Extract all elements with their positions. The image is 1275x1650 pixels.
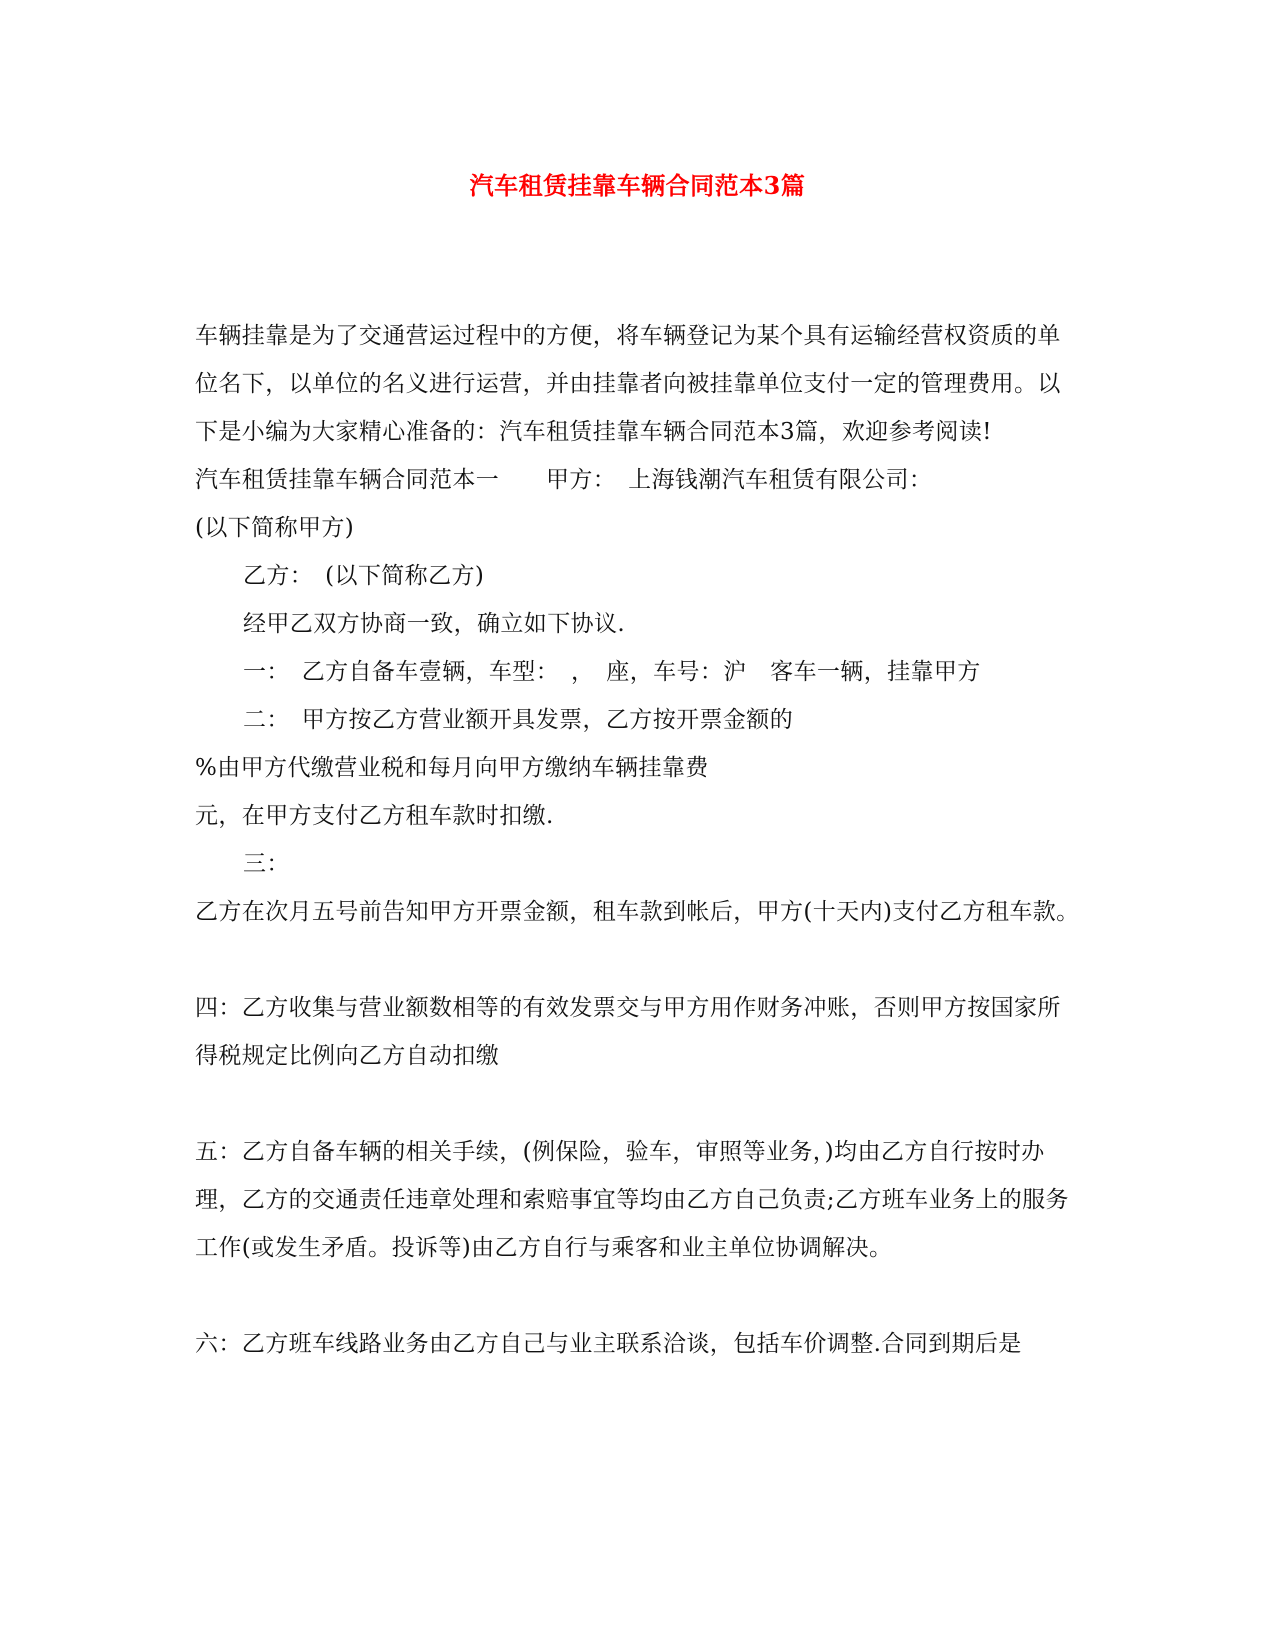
intro-paragraph: 车辆挂靠是为了交通营运过程中的方便，将车辆登记为某个具有运输经营权资质的单位名下，以单位的名义进行运营，并由挂靠者向被挂靠单位支付一定的管理费用。以下是小编为大家精心准备的：汽车租赁挂靠车辆合同范本3篇，欢迎参考阅读! (195, 323, 1061, 445)
party-b-line: 乙方： (以下简称乙方) (243, 563, 485, 589)
contract-heading-party-a: 汽车租赁挂靠车辆合同范本一 甲方： 上海钱潮汽车租赁有限公司： (195, 467, 933, 493)
agreement-statement: 经甲乙双方协商一致，确立如下协议. (243, 611, 626, 637)
document-title: 汽车租赁挂靠车辆合同范本3篇 (469, 171, 806, 200)
clause-2-continued-b: 元，在甲方支付乙方租车款时扣缴. (195, 803, 554, 829)
clause-4: 四：乙方收集与营业额数相等的有效发票交与甲方用作财务冲账，否则甲方按国家所得税规定比例向乙方自动扣缴 (195, 995, 1061, 1069)
clause-3-text: 乙方在次月五号前告知甲方开票金额，租车款到帐后，甲方(十天内)支付乙方租车款。 (195, 899, 1080, 925)
clause-6: 六：乙方班车线路业务由乙方自己与业主联系洽谈，包括车价调整.合同到期后是 (195, 1331, 1022, 1357)
party-a-abbreviation: (以下简称甲方) (195, 515, 355, 541)
clause-5: 五：乙方自备车辆的相关手续，(例保险，验车，审照等业务，)均由乙方自行按时办理，乙方的交通责任违章处理和索赔事宜等均由乙方自己负责;乙方班车业务上的服务工作(或发生矛盾。投诉等)由乙方自行与乘客和业主单位协调解决。 (195, 1139, 1069, 1261)
clause-2-continued-a: %由甲方代缴营业税和每月向甲方缴纳车辆挂靠费 (195, 755, 709, 781)
clause-2: 二： 甲方按乙方营业额开具发票，乙方按开票金额的 (243, 707, 794, 733)
clause-1: 一： 乙方自备车壹辆，车型： ， 座，车号：沪 客车一辆，挂靠甲方 (243, 659, 981, 685)
document-body (195, 312, 1080, 1368)
clause-3-label: 三： (243, 851, 290, 877)
